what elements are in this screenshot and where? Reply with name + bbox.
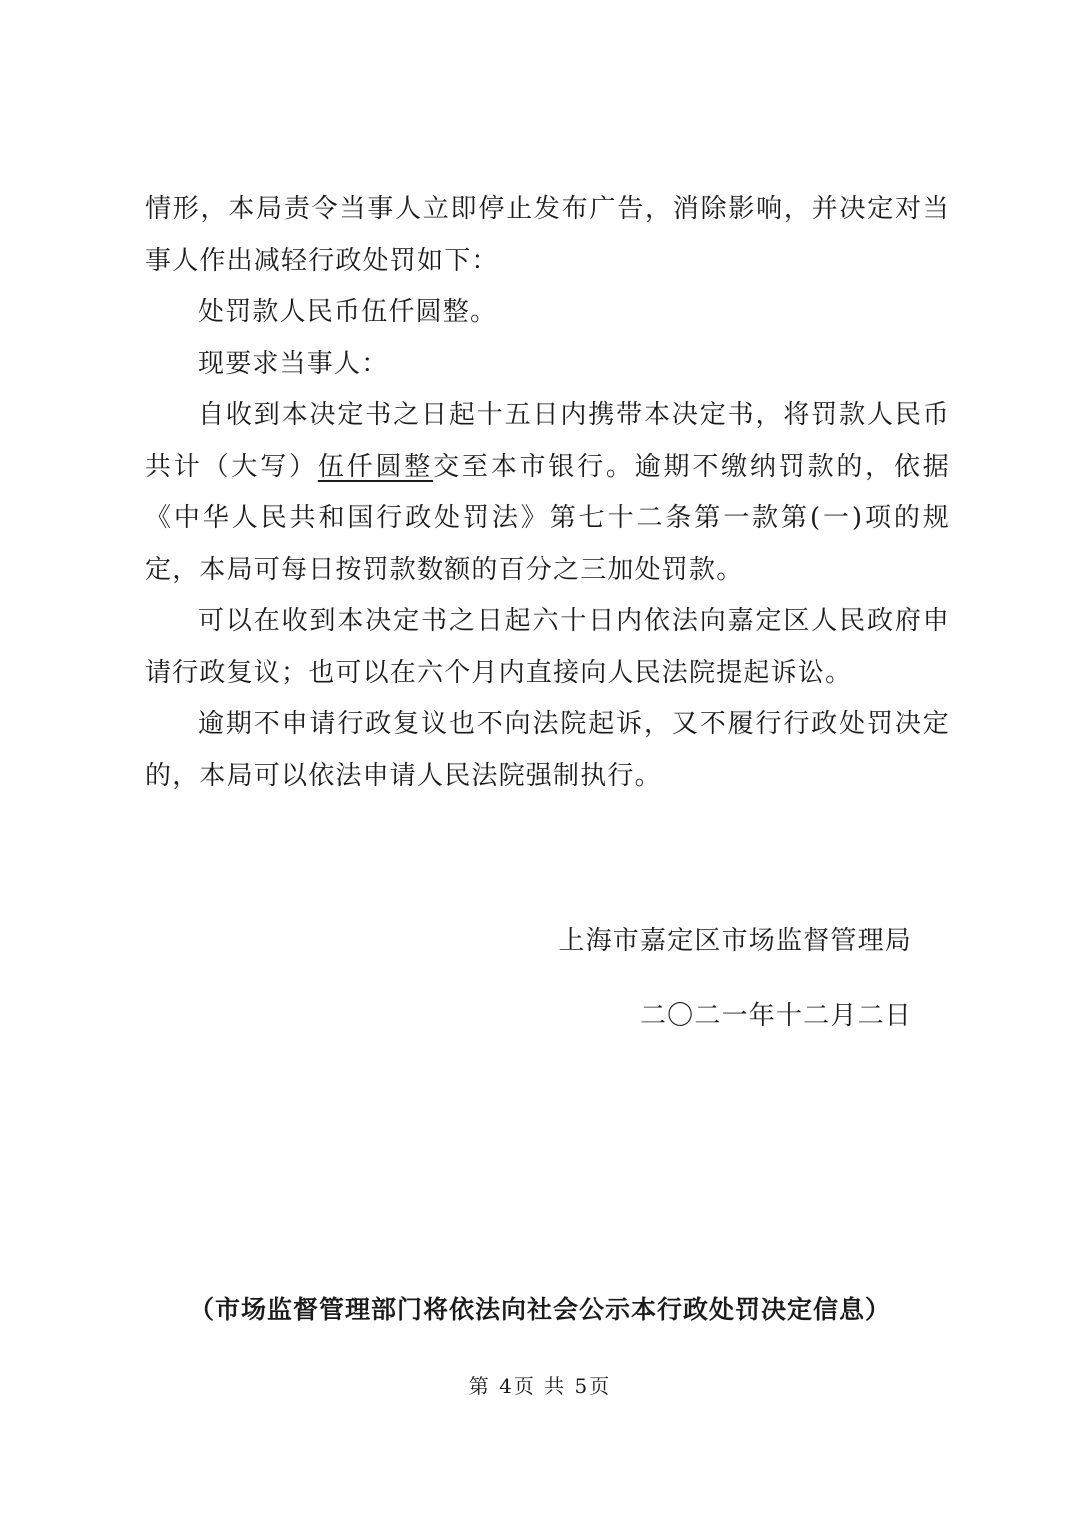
paragraph-appeal-rights: 可以在收到本决定书之日起六十日内依法向嘉定区人民政府申请行政复议；也可以在六个月内直接向人民法院提起诉讼。 [145, 606, 950, 688]
paragraph-enforcement: 逾期不申请行政复议也不向法院起诉，又不履行行政处罚决定的，本局可以依法申请人民法院强制执行。 [145, 709, 950, 791]
page-number: 第 4页 共 5页 [468, 1374, 612, 1398]
decision-body [145, 184, 950, 802]
issue-date: 二〇二一年十二月二日 [639, 1001, 912, 1031]
issuing-organization: 上海市嘉定区市场监督管理局 [558, 926, 912, 956]
paragraph-payment-instructions [145, 390, 950, 596]
paragraph-penalty: 处罚款人民币伍仟圆整。 [198, 297, 498, 327]
penalty-amount-underlined: 伍仟圆整 [317, 451, 434, 482]
paragraph-requirement-intro: 现要求当事人： [198, 348, 389, 379]
payment-text-after: 交至本市银行。逾期不缴纳罚款的，依据《中华人民共和国行政处罚法》第七十二条第一款第(一)项的规定，本局可每日按罚款数额的百分之三加处罚款。 [145, 451, 950, 585]
publicity-notice: （市场监督管理部门将依法向社会公示本行政处罚决定信息） [188, 1295, 891, 1324]
payment-text-before: 自收到本决定书之日起十五日内携带本决定书，将罚款人民币共计（大写） [145, 400, 950, 482]
paragraph-circumstances: 情形，本局责令当事人立即停止发布广告，消除影响，并决定对当事人作出减轻行政处罚如下： [145, 194, 950, 276]
